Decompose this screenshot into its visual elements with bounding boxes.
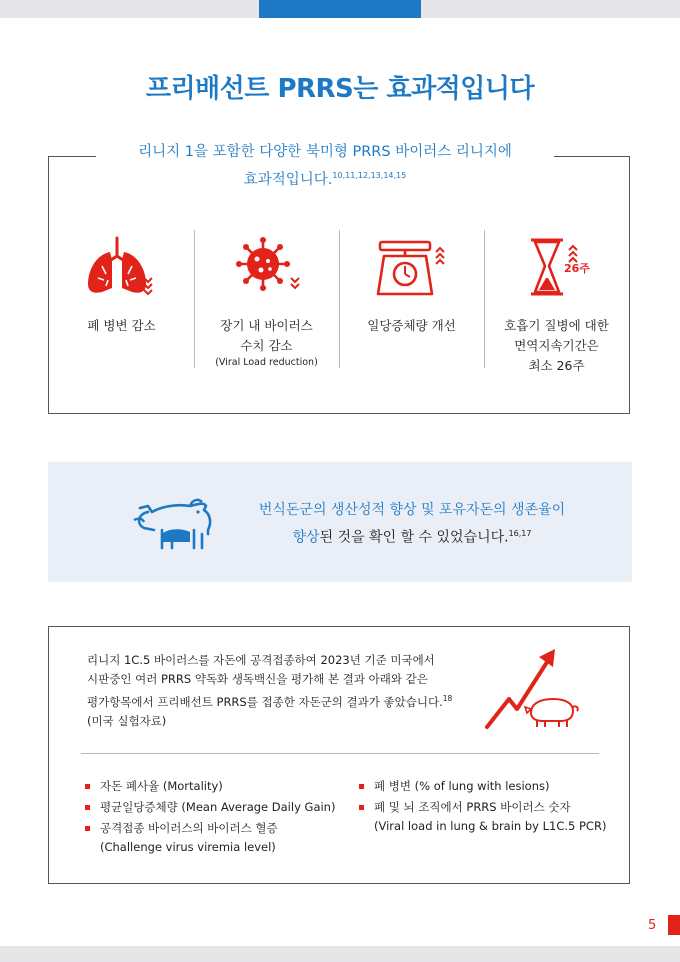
efficacy-heading-refs: 10,11,12,13,14,15 xyxy=(332,171,407,180)
survival-line2-rest: 된 것을 확인 할 수 있었습니다. xyxy=(319,529,509,546)
trial-endpoints-right xyxy=(359,777,606,838)
feature-immunity-line1: 호흡기 질병에 대한 xyxy=(504,318,609,333)
trial-desc-ref: 18 xyxy=(442,694,453,703)
list-item xyxy=(359,798,606,836)
endpoint-viremia-en: (Challenge virus viremia level) xyxy=(100,840,276,854)
trial-box xyxy=(48,626,630,884)
virus-icon xyxy=(194,230,339,302)
scale-icon xyxy=(339,230,484,302)
efficacy-heading-line1: 리니지 1을 포함한 다양한 북미형 PRRS 바이러스 리니지에 xyxy=(138,144,512,160)
bullet-icon xyxy=(359,784,364,789)
bullet-icon xyxy=(359,805,364,810)
survival-line2-wrap xyxy=(232,522,592,550)
trial-description xyxy=(87,651,507,731)
survival-line2-highlight: 향상 xyxy=(292,529,320,546)
bullet-icon xyxy=(85,784,90,789)
trial-desc-line4: (미국 실험자료) xyxy=(87,713,167,728)
efficacy-heading-line2: 효과적입니다. xyxy=(243,171,333,188)
sow-piglet-icon xyxy=(132,494,218,558)
trial-desc-line2: 시판중인 여러 PRRS 약독화 생독백신을 평가해 본 결과 아래와 같은 xyxy=(87,672,428,686)
top-tab-accent xyxy=(259,0,421,18)
bottom-bar xyxy=(0,946,680,962)
feature-immunity-line3: 최소 26주 xyxy=(528,358,585,373)
efficacy-heading-line2-wrap xyxy=(96,164,554,192)
endpoint-mortality: 자돈 폐사율 (Mortality) xyxy=(100,779,223,793)
endpoint-viral-load-en: (Viral load in lung & brain by L1C.5 PCR) xyxy=(374,819,607,833)
feature-immunity-duration xyxy=(484,230,629,376)
feature-viral-label-line1: 장기 내 바이러스 xyxy=(220,318,313,333)
survival-refs: 16,17 xyxy=(508,529,532,538)
page-marker xyxy=(668,915,680,935)
page-number: 5 xyxy=(648,918,657,933)
trial-endpoints-left xyxy=(85,777,335,859)
growth-arrow-pig-icon xyxy=(481,647,591,735)
list-item xyxy=(359,777,606,796)
bullet-icon xyxy=(85,826,90,831)
feature-viral-load xyxy=(194,230,339,370)
list-item xyxy=(85,798,335,817)
endpoint-viral-load: 폐 및 뇌 조직에서 PRRS 바이러스 숫자 xyxy=(374,800,571,814)
trial-desc-line3-wrap xyxy=(87,689,507,712)
endpoint-lung-lesion: 폐 병변 (% of lung with lesions) xyxy=(374,779,550,793)
feature-viral-label-line2: 수치 감소 xyxy=(240,338,293,353)
hourglass-icon xyxy=(484,230,629,302)
survival-message xyxy=(232,498,592,550)
feature-viral-label xyxy=(194,316,339,370)
feature-immunity-line2: 면역지속기간은 xyxy=(514,338,599,353)
page-title: 프리배선트 PRRS는 효과적입니다 xyxy=(145,74,535,104)
trial-desc-line1: 리니지 1C.5 바이러스를 자돈에 공격접종하여 2023년 기준 미국에서 xyxy=(87,653,435,667)
feature-gain-label: 일당증체량 개선 xyxy=(367,318,456,333)
efficacy-heading xyxy=(96,140,554,192)
trial-desc-line3: 평가항목에서 프리배선트 PRRS를 접종한 자돈군의 결과가 좋았습니다. xyxy=(87,694,443,709)
endpoint-adg: 평균일당증체량 (Mean Average Daily Gain) xyxy=(100,800,336,814)
feature-lung-label: 폐 병변 감소 xyxy=(87,318,156,333)
feature-immunity-label xyxy=(484,316,629,376)
feature-daily-gain xyxy=(339,230,484,336)
feature-viral-sub: (Viral Load reduction) xyxy=(215,357,318,368)
bullet-icon xyxy=(85,805,90,810)
trial-divider xyxy=(81,753,599,754)
survival-box xyxy=(48,462,632,582)
duration-badge: 26주 xyxy=(564,262,590,275)
feature-lung-lesion xyxy=(49,230,194,336)
survival-line1: 번식돈군의 생산성적 향상 및 포유자돈의 생존율이 xyxy=(258,502,566,518)
list-item xyxy=(85,819,335,857)
lungs-icon xyxy=(49,230,194,302)
endpoint-viremia: 공격접종 바이러스의 바이러스 혈증 xyxy=(100,821,278,835)
list-item xyxy=(85,777,335,796)
